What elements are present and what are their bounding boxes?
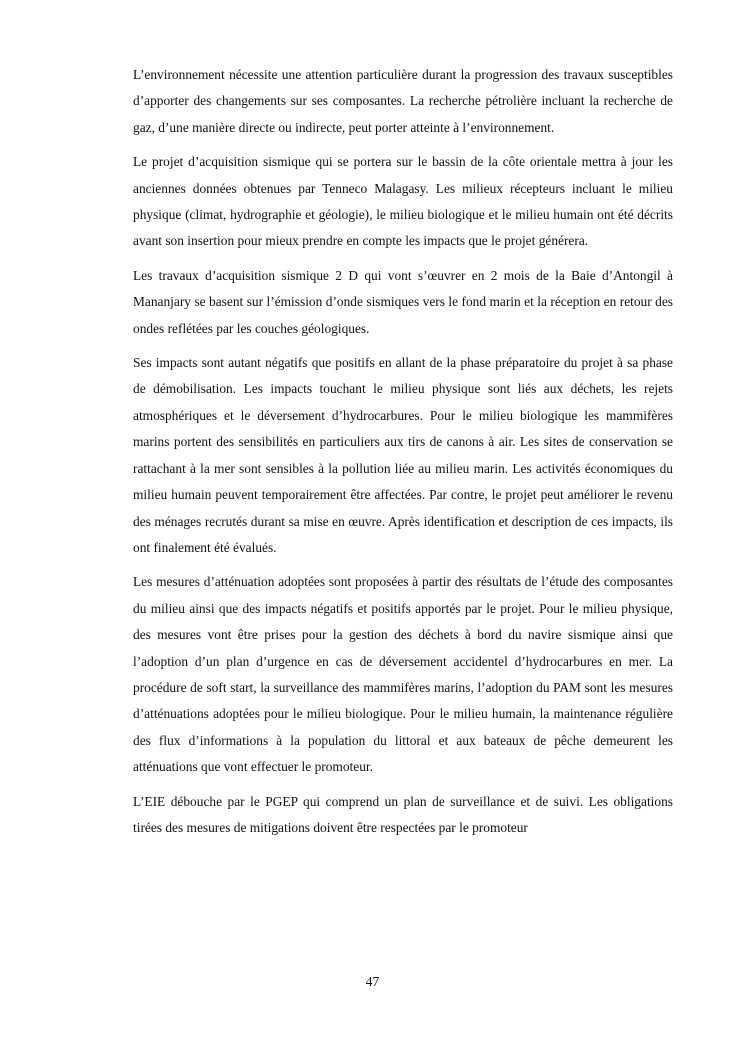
paragraph-pgep: L’EIE débouche par le PGEP qui comprend un plan de surveillance et de suivi. Les obligations tirées des mesures de mitigations doivent être respectées par le promoteur (133, 793, 673, 835)
paragraph-seismic-works: Les travaux d’acquisition sismique 2 D qui vont s’œuvrer en 2 mois de la Baie d’Antongil à Mananjary se basent sur l’émission d’onde sismiques vers le fond marin et la réception en retour des ondes reflétées par les couches géologiques. (133, 267, 673, 336)
page-number: 47 (365, 974, 380, 989)
document-body (133, 62, 673, 849)
paragraph-mitigation: Les mesures d’atténuation adoptées sont proposées à partir des résultats de l’étude des composantes du milieu ainsi que des impacts négatifs et positifs apportés par le projet. Pour le milieu physique, des mesures vont être prises pour la gestion des déchets à bord du navire sismique ainsi que l’adoption d’un plan d’urgence en cas de déversement accidentel d’hydrocarbures en mer. La procédure de soft start, la surveillance des mammifères marins, l’adoption du PAM sont les mesures d’atténuations adoptées pour le milieu biologique. Pour le milieu humain, la maintenance régulière des flux d’informations à la population du littoral et aux bateaux de pêche demeurent les atténuations que vont effectuer le promoteur. (133, 574, 673, 775)
paragraph-impacts: Ses impacts sont autant négatifs que positifs en allant de la phase préparatoire du projet à sa phase de démobilisation. Les impacts touchant le milieu physique sont liés aux déchets, les rejets atmosphériques et le déversement d’hydrocarbures. Pour le milieu biologique les mammifères marins portent des sensibilités en particuliers aux tirs de canons à air. Les sites de conservation se rattachant à la mer sont sensibles à la pollution liée au milieu marin. Les activités économiques du milieu humain peuvent temporairement être affectées. Par contre, le projet peut améliorer le revenu des ménages recrutés durant sa mise en œuvre. Après identification et description de ces impacts, ils ont finalement été évalués. (133, 355, 673, 555)
paragraph-environment: L’environnement nécessite une attention particulière durant la progression des travaux susceptibles d’apporter des changements sur ses composantes. La recherche pétrolière incluant la recherche de gaz, d’une manière directe ou indirecte, peut porter atteinte à l’environnement. (133, 67, 673, 135)
paragraph-project: Le projet d’acquisition sismique qui se portera sur le bassin de la côte orientale mettra à jour les anciennes données obtenues par Tenneco Malagasy. Les milieux récepteurs incluant le milieu physique (climat, hydrographie et géologie), le milieu biologique et le milieu humain ont été décrits avant son insertion pour mieux prendre en compte les impacts que le projet générera. (133, 154, 673, 249)
